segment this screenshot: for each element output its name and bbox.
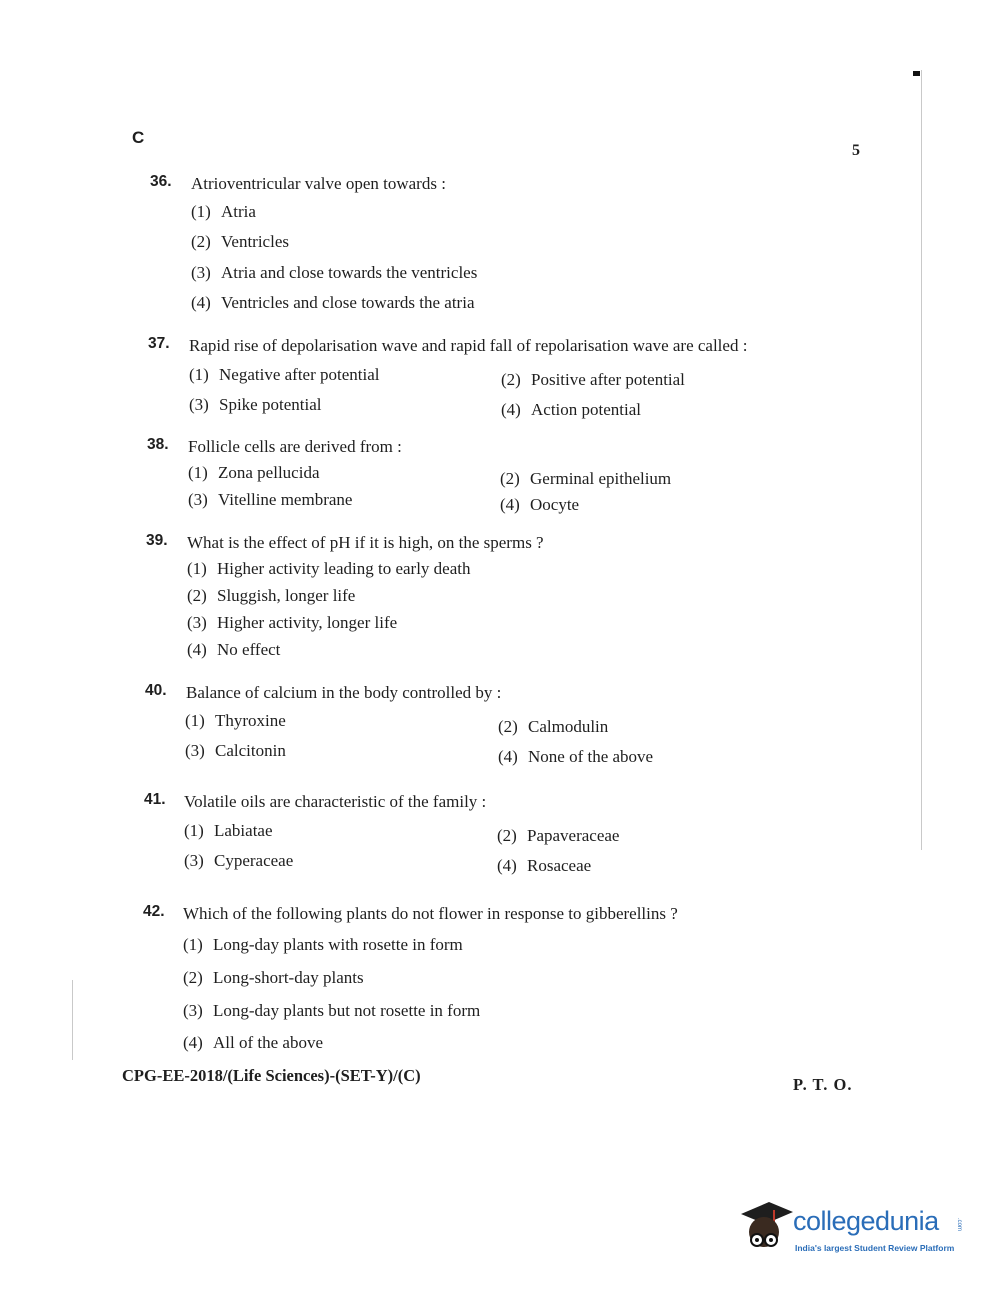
option-2: (2) Germinal epithelium [500, 469, 672, 488]
option-4: (4) Oocyte [500, 495, 580, 514]
option-3: (3) Cyperaceae [184, 851, 294, 870]
question-number: 37. [148, 335, 170, 352]
question-number: 36. [150, 173, 172, 190]
question-text: Rapid rise of depolarisation wave and rapid fall of repolarisation wave are called : [189, 336, 748, 355]
collegedunia-logo[interactable] [735, 1196, 965, 1266]
question-text: Balance of calcium in the body controlled by : [186, 683, 502, 702]
option-2: (2) Sluggish, longer life [187, 586, 356, 605]
option-3: (3) Calcitonin [185, 741, 286, 760]
option-2: (2) Papaveraceae [497, 826, 620, 845]
question-number: 41. [144, 791, 166, 808]
logo-com: .com [956, 1218, 962, 1232]
option-1: (1) Long-day plants with rosette in form [183, 935, 463, 954]
question-number: 40. [145, 682, 167, 699]
option-2: (2) Calmodulin [498, 717, 609, 736]
mascot-icon [735, 1196, 795, 1256]
page-number: 5 [852, 142, 860, 159]
pto-label: P. T. O. [793, 1075, 853, 1094]
scan-edge-line [921, 70, 922, 850]
option-4: (4) Ventricles and close towards the atria [191, 293, 475, 312]
option-4: (4) All of the above [183, 1033, 323, 1052]
option-1: (1) Negative after potential [189, 365, 380, 384]
option-1: (1) Higher activity leading to early death [187, 559, 471, 578]
logo-tagline: India's largest Student Review Platform [795, 1243, 955, 1253]
option-1: (1) Zona pellucida [188, 463, 320, 482]
option-1: (1) Labiatae [184, 821, 273, 840]
question-text: What is the effect of pH if it is high, on the sperms ? [187, 533, 544, 552]
option-3: (3) Higher activity, longer life [187, 613, 398, 632]
option-3: (3) Spike potential [189, 395, 322, 414]
option-3: (3) Long-day plants but not rosette in form [183, 1001, 481, 1020]
series-letter: C [132, 128, 145, 147]
question-text: Atrioventricular valve open towards : [191, 174, 446, 193]
option-4: (4) Action potential [501, 400, 642, 419]
question-text: Which of the following plants do not flower in response to gibberellins ? [183, 904, 678, 923]
option-3: (3) Vitelline membrane [188, 490, 353, 509]
scan-edge-line [72, 980, 73, 1060]
option-2: (2) Ventricles [191, 232, 289, 251]
logo-wordmark: collegedunia [793, 1206, 939, 1236]
scan-mark [913, 71, 920, 76]
question-number: 39. [146, 532, 168, 549]
question-number: 42. [143, 903, 165, 920]
option-2: (2) Long-short-day plants [183, 968, 364, 987]
option-4: (4) None of the above [498, 747, 654, 766]
paper-code: CPG-EE-2018/(Life Sciences)-(SET-Y)/(C) [122, 1066, 421, 1085]
option-4: (4) Rosaceae [497, 856, 592, 875]
option-1: (1) Atria [191, 202, 256, 221]
question-text: Follicle cells are derived from : [188, 437, 402, 456]
option-4: (4) No effect [187, 640, 281, 659]
option-2: (2) Positive after potential [501, 370, 685, 389]
question-text: Volatile oils are characteristic of the family : [184, 792, 487, 811]
option-1: (1) Thyroxine [185, 711, 286, 730]
option-3: (3) Atria and close towards the ventricles [191, 263, 478, 282]
question-number: 38. [147, 436, 169, 453]
